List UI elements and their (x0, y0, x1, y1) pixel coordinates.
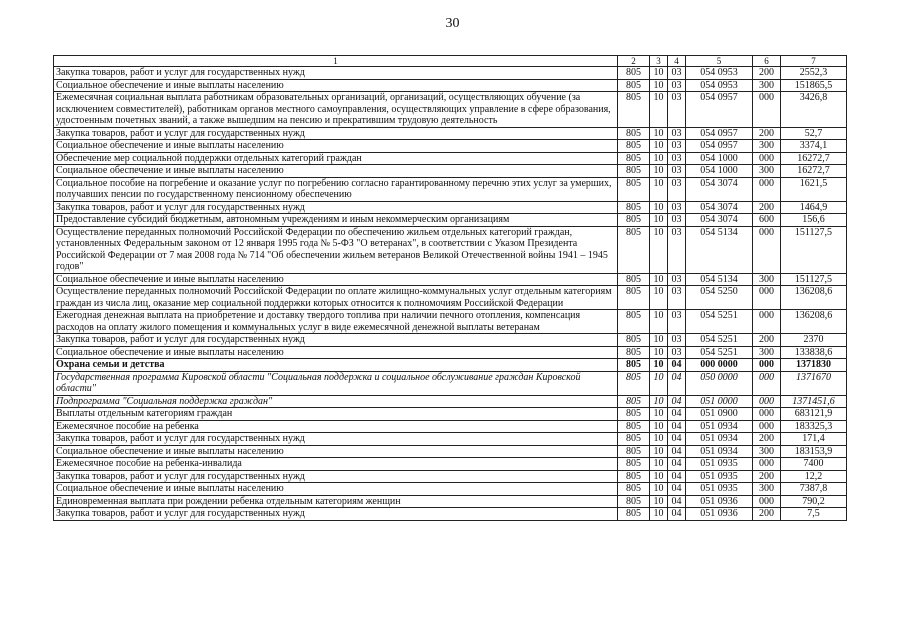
cell-section: 10 (650, 92, 668, 128)
cell-amount: 16272,7 (781, 152, 847, 165)
cell-ministry-code: 805 (618, 395, 650, 408)
cell-section: 10 (650, 458, 668, 471)
row-name: Социальное обеспечение и иные выплаты населению (54, 483, 618, 496)
cell-section: 10 (650, 273, 668, 286)
row-name: Закупка товаров, работ и услуг для государственных нужд (54, 127, 618, 140)
column-header: 2 (618, 56, 650, 67)
row-name: Социальное пособие на погребение и оказание услуг по погребению согласно гарантированному перечню этих услуг за умерших, получавших пенсии по государственному пенсионному обеспечению (54, 177, 618, 201)
cell-amount: 7387,8 (781, 483, 847, 496)
row-name: Ежемесячное пособие на ребенка-инвалида (54, 458, 618, 471)
cell-subsection: 03 (668, 226, 686, 273)
cell-section: 10 (650, 359, 668, 372)
cell-amount: 183325,3 (781, 420, 847, 433)
cell-target-article: 054 3074 (686, 177, 753, 201)
cell-section: 10 (650, 334, 668, 347)
table-row (54, 395, 847, 408)
cell-target-article: 054 0953 (686, 67, 753, 80)
row-name: Государственная программа Кировской области "Социальная поддержка и социальное обслуживание граждан Кировской области" (54, 371, 618, 395)
cell-amount: 790,2 (781, 495, 847, 508)
cell-expense-type: 000 (753, 408, 781, 421)
row-name: Социальное обеспечение и иные выплаты населению (54, 165, 618, 178)
cell-amount: 151127,5 (781, 273, 847, 286)
column-header-row (54, 56, 847, 67)
cell-ministry-code: 805 (618, 371, 650, 395)
table-row (54, 214, 847, 227)
cell-target-article: 051 0934 (686, 445, 753, 458)
cell-ministry-code: 805 (618, 408, 650, 421)
cell-ministry-code: 805 (618, 177, 650, 201)
cell-expense-type: 300 (753, 273, 781, 286)
cell-target-article: 051 0936 (686, 508, 753, 521)
row-name: Социальное обеспечение и иные выплаты населению (54, 140, 618, 153)
table-row (54, 371, 847, 395)
cell-expense-type: 000 (753, 177, 781, 201)
cell-expense-type: 000 (753, 495, 781, 508)
cell-target-article: 051 0935 (686, 470, 753, 483)
cell-amount: 3374,1 (781, 140, 847, 153)
cell-subsection: 03 (668, 201, 686, 214)
table-row (54, 470, 847, 483)
column-header: 7 (781, 56, 847, 67)
cell-expense-type: 000 (753, 395, 781, 408)
table-row (54, 483, 847, 496)
cell-expense-type: 200 (753, 334, 781, 347)
cell-ministry-code: 805 (618, 433, 650, 446)
cell-subsection: 04 (668, 433, 686, 446)
cell-expense-type: 200 (753, 508, 781, 521)
cell-ministry-code: 805 (618, 359, 650, 372)
cell-expense-type: 000 (753, 359, 781, 372)
row-name: Социальное обеспечение и иные выплаты населению (54, 273, 618, 286)
row-name: Подпрограмма "Социальная поддержка граждан" (54, 395, 618, 408)
cell-ministry-code: 805 (618, 214, 650, 227)
cell-amount: 1371670 (781, 371, 847, 395)
cell-target-article: 054 1000 (686, 152, 753, 165)
row-name: Охрана семьи и детства (54, 359, 618, 372)
page-number: 30 (445, 16, 460, 31)
table-row (54, 433, 847, 446)
cell-ministry-code: 805 (618, 346, 650, 359)
cell-section: 10 (650, 201, 668, 214)
cell-section: 10 (650, 470, 668, 483)
cell-section: 10 (650, 177, 668, 201)
cell-amount: 136208,6 (781, 286, 847, 310)
cell-subsection: 03 (668, 286, 686, 310)
column-header: 6 (753, 56, 781, 67)
cell-subsection: 03 (668, 152, 686, 165)
cell-section: 10 (650, 79, 668, 92)
cell-expense-type: 000 (753, 92, 781, 128)
cell-subsection: 03 (668, 79, 686, 92)
table-row (54, 359, 847, 372)
cell-subsection: 04 (668, 495, 686, 508)
cell-expense-type: 600 (753, 214, 781, 227)
cell-subsection: 04 (668, 395, 686, 408)
row-name: Единовременная выплата при рождении ребенка отдельным категориям женщин (54, 495, 618, 508)
table-row (54, 508, 847, 521)
cell-expense-type: 000 (753, 458, 781, 471)
cell-expense-type: 300 (753, 483, 781, 496)
cell-ministry-code: 805 (618, 79, 650, 92)
cell-subsection: 04 (668, 470, 686, 483)
cell-amount: 1371830 (781, 359, 847, 372)
cell-target-article: 054 0957 (686, 127, 753, 140)
cell-amount: 133838,6 (781, 346, 847, 359)
cell-ministry-code: 805 (618, 508, 650, 521)
cell-target-article: 051 0934 (686, 420, 753, 433)
cell-expense-type: 300 (753, 346, 781, 359)
cell-section: 10 (650, 408, 668, 421)
cell-target-article: 054 5134 (686, 273, 753, 286)
table-row (54, 273, 847, 286)
cell-section: 10 (650, 67, 668, 80)
cell-ministry-code: 805 (618, 140, 650, 153)
row-name: Осуществление переданных полномочий Российской Федерации по оплате жилищно-коммунальных услуг отдельным категориям граждан из числа лиц, оказание мер социальной поддержки которых относится к полномочиям Российской Федерации (54, 286, 618, 310)
table-row (54, 458, 847, 471)
cell-target-article: 054 3074 (686, 201, 753, 214)
column-header: 5 (686, 56, 753, 67)
cell-ministry-code: 805 (618, 92, 650, 128)
column-header: 3 (650, 56, 668, 67)
cell-ministry-code: 805 (618, 201, 650, 214)
cell-target-article: 051 0934 (686, 433, 753, 446)
cell-subsection: 04 (668, 371, 686, 395)
table-row (54, 152, 847, 165)
cell-amount: 151127,5 (781, 226, 847, 273)
cell-ministry-code: 805 (618, 273, 650, 286)
row-name: Выплаты отдельным категориям граждан (54, 408, 618, 421)
row-name: Закупка товаров, работ и услуг для государственных нужд (54, 201, 618, 214)
row-name: Закупка товаров, работ и услуг для государственных нужд (54, 433, 618, 446)
cell-amount: 1464,9 (781, 201, 847, 214)
cell-ministry-code: 805 (618, 470, 650, 483)
cell-section: 10 (650, 346, 668, 359)
row-name: Закупка товаров, работ и услуг для государственных нужд (54, 67, 618, 80)
cell-subsection: 04 (668, 458, 686, 471)
cell-target-article: 051 0936 (686, 495, 753, 508)
cell-section: 10 (650, 286, 668, 310)
cell-amount: 3426,8 (781, 92, 847, 128)
cell-target-article: 054 0953 (686, 79, 753, 92)
cell-expense-type: 000 (753, 152, 781, 165)
cell-ministry-code: 805 (618, 165, 650, 178)
cell-section: 10 (650, 420, 668, 433)
cell-subsection: 04 (668, 508, 686, 521)
table-row (54, 310, 847, 334)
cell-section: 10 (650, 226, 668, 273)
table-row (54, 67, 847, 80)
table-row (54, 165, 847, 178)
row-name: Ежегодная денежная выплата на приобретение и доставку твердого топлива при наличии печного отопления, компенсация расходов на оплату жилого помещения и коммунальных услуг в виде ежемесячной денежной выплаты ветеранам (54, 310, 618, 334)
column-header: 4 (668, 56, 686, 67)
cell-target-article: 054 5251 (686, 334, 753, 347)
cell-subsection: 04 (668, 359, 686, 372)
cell-subsection: 03 (668, 273, 686, 286)
row-name: Ежемесячная социальная выплата работникам образовательных организаций, организаций, осуществляющих обучение (за исключением совместителей), работникам органов местного самоуправления, осуществляющих управление в сфере образования, удостоенным почетных званий, а также вышедшим на пенсию и прекратившим трудовую деятельность (54, 92, 618, 128)
row-name: Социальное обеспечение и иные выплаты населению (54, 346, 618, 359)
table-row (54, 408, 847, 421)
cell-expense-type: 200 (753, 201, 781, 214)
table-row (54, 140, 847, 153)
cell-amount: 7400 (781, 458, 847, 471)
cell-amount: 1371451,6 (781, 395, 847, 408)
cell-ministry-code: 805 (618, 310, 650, 334)
table-row (54, 286, 847, 310)
cell-subsection: 03 (668, 67, 686, 80)
cell-section: 10 (650, 140, 668, 153)
cell-ministry-code: 805 (618, 458, 650, 471)
cell-section: 10 (650, 214, 668, 227)
cell-target-article: 050 0000 (686, 371, 753, 395)
cell-subsection: 03 (668, 177, 686, 201)
cell-ministry-code: 805 (618, 483, 650, 496)
cell-target-article: 054 5251 (686, 346, 753, 359)
cell-amount: 2552,3 (781, 67, 847, 80)
cell-amount: 7,5 (781, 508, 847, 521)
cell-target-article: 051 0935 (686, 458, 753, 471)
cell-target-article: 000 0000 (686, 359, 753, 372)
cell-amount: 16272,7 (781, 165, 847, 178)
cell-expense-type: 200 (753, 67, 781, 80)
row-name: Закупка товаров, работ и услуг для государственных нужд (54, 470, 618, 483)
cell-amount: 52,7 (781, 127, 847, 140)
cell-subsection: 03 (668, 165, 686, 178)
cell-target-article: 054 5134 (686, 226, 753, 273)
cell-subsection: 03 (668, 127, 686, 140)
table-row (54, 420, 847, 433)
cell-target-article: 054 0957 (686, 140, 753, 153)
row-name: Закупка товаров, работ и услуг для государственных нужд (54, 508, 618, 521)
cell-ministry-code: 805 (618, 226, 650, 273)
cell-expense-type: 300 (753, 79, 781, 92)
cell-ministry-code: 805 (618, 67, 650, 80)
cell-expense-type: 200 (753, 470, 781, 483)
row-name: Предоставление субсидий бюджетным, автономным учреждениям и иным некоммерческим организациям (54, 214, 618, 227)
cell-expense-type: 200 (753, 433, 781, 446)
table-row (54, 79, 847, 92)
cell-ministry-code: 805 (618, 127, 650, 140)
cell-subsection: 03 (668, 310, 686, 334)
cell-subsection: 04 (668, 445, 686, 458)
cell-expense-type: 000 (753, 226, 781, 273)
cell-subsection: 04 (668, 420, 686, 433)
cell-subsection: 03 (668, 214, 686, 227)
table-row (54, 226, 847, 273)
cell-target-article: 054 3074 (686, 214, 753, 227)
cell-amount: 183153,9 (781, 445, 847, 458)
table-row (54, 495, 847, 508)
row-name: Обеспечение мер социальной поддержки отдельных категорий граждан (54, 152, 618, 165)
cell-expense-type: 300 (753, 165, 781, 178)
cell-expense-type: 000 (753, 371, 781, 395)
budget-table (53, 55, 847, 521)
row-name: Осуществление переданных полномочий Российской Федерации по обеспечению жильем отдельных категорий граждан, установленных Федеральным законом от 12 января 1995 года № 5-ФЗ "О ветеранах", в соответствии с Указом Президента Российской Федерации от 7 мая 2008 года № 714 "Об обеспечении жильем ветеранов Великой Отечественной войны 1941 – 1945 годов" (54, 226, 618, 273)
table-row (54, 346, 847, 359)
row-name: Ежемесячное пособие на ребенка (54, 420, 618, 433)
cell-subsection: 04 (668, 483, 686, 496)
cell-expense-type: 000 (753, 310, 781, 334)
cell-subsection: 03 (668, 92, 686, 128)
cell-subsection: 03 (668, 346, 686, 359)
cell-amount: 683121,9 (781, 408, 847, 421)
cell-amount: 12,2 (781, 470, 847, 483)
cell-amount: 151865,5 (781, 79, 847, 92)
row-name: Социальное обеспечение и иные выплаты населению (54, 79, 618, 92)
cell-ministry-code: 805 (618, 495, 650, 508)
cell-section: 10 (650, 165, 668, 178)
cell-target-article: 054 1000 (686, 165, 753, 178)
table-row (54, 92, 847, 128)
cell-amount: 156,6 (781, 214, 847, 227)
cell-target-article: 054 5250 (686, 286, 753, 310)
table-row (54, 201, 847, 214)
cell-section: 10 (650, 433, 668, 446)
cell-expense-type: 200 (753, 127, 781, 140)
cell-section: 10 (650, 445, 668, 458)
cell-section: 10 (650, 508, 668, 521)
cell-ministry-code: 805 (618, 445, 650, 458)
cell-section: 10 (650, 483, 668, 496)
cell-expense-type: 300 (753, 445, 781, 458)
cell-target-article: 051 0900 (686, 408, 753, 421)
cell-expense-type: 000 (753, 286, 781, 310)
cell-ministry-code: 805 (618, 286, 650, 310)
cell-subsection: 03 (668, 334, 686, 347)
cell-subsection: 04 (668, 408, 686, 421)
row-name: Закупка товаров, работ и услуг для государственных нужд (54, 334, 618, 347)
cell-amount: 1621,5 (781, 177, 847, 201)
column-header: 1 (54, 56, 618, 67)
cell-ministry-code: 805 (618, 152, 650, 165)
cell-amount: 136208,6 (781, 310, 847, 334)
row-name: Социальное обеспечение и иные выплаты населению (54, 445, 618, 458)
cell-target-article: 054 5251 (686, 310, 753, 334)
cell-subsection: 03 (668, 140, 686, 153)
table-row (54, 334, 847, 347)
table-row (54, 445, 847, 458)
cell-section: 10 (650, 395, 668, 408)
cell-target-article: 051 0935 (686, 483, 753, 496)
cell-section: 10 (650, 495, 668, 508)
cell-section: 10 (650, 152, 668, 165)
cell-target-article: 051 0000 (686, 395, 753, 408)
cell-ministry-code: 805 (618, 334, 650, 347)
table-row (54, 127, 847, 140)
cell-expense-type: 300 (753, 140, 781, 153)
cell-ministry-code: 805 (618, 420, 650, 433)
cell-target-article: 054 0957 (686, 92, 753, 128)
cell-amount: 2370 (781, 334, 847, 347)
cell-amount: 171,4 (781, 433, 847, 446)
cell-section: 10 (650, 310, 668, 334)
cell-section: 10 (650, 127, 668, 140)
table-row (54, 177, 847, 201)
cell-section: 10 (650, 371, 668, 395)
cell-expense-type: 000 (753, 420, 781, 433)
